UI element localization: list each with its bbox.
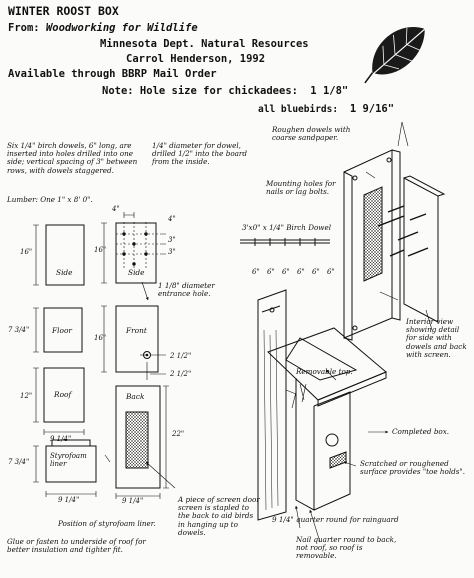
leaf-icon [350,15,437,91]
dowel-holes [122,232,147,265]
front-panel [116,306,158,372]
dim-back-height: 22" [172,430,185,438]
label-back: Back [126,392,145,401]
dim-two-half-b: 2 1/2" [170,370,192,378]
dim-three-a: 3" [168,236,176,244]
note-glue: Glue or fasten to underside of roof for better insulation and tighter fit. [7,537,146,555]
note-rainguard: 9 1/4" quarter round for rainguard [272,515,399,524]
note-bluebirds-label: all bluebirds: [258,104,339,115]
note-roughen: Roughen dowels with coarse sandpaper. [272,125,351,143]
label-styrofoam-liner: Styrofoam liner [50,452,87,469]
interior-view [344,122,444,340]
dowel-cut-1: 6" [252,268,260,276]
dowel-cut-2: 6" [267,268,275,276]
note-interior: Interior view showing detail for side with dowels and back with screen. [406,317,467,359]
dim-three-b: 3" [168,248,176,256]
dowel-stick [240,238,330,246]
note-screen: A piece of screen door screen is stapled to the back to aid birds in hanging up to dowels. [178,495,260,537]
dowel-cut-5: 6" [312,268,320,276]
dim-side1-height: 16" [20,248,33,256]
note-lumber: Lumber: One 1" x 8' 0". [7,195,93,204]
author-line: Carrol Henderson, 1992 [126,53,266,65]
dim-four-right: 4" [168,215,176,223]
note-mounting: Mounting holes for nails or lag bolts. [266,179,336,197]
from-label: From: [8,22,40,34]
dowel-cut-4: 6" [297,268,305,276]
label-floor: Floor [52,326,72,335]
dim-width-roof: 9 1/4" [50,435,72,443]
note-nail: Nail quarter round to back, not roof, so roof is removable. [296,535,397,561]
note-completed: Completed box. [392,427,450,436]
note-scratched: Scratched or roughened surface provides "toe holds". [360,459,466,477]
label-side-2: Side [128,268,145,277]
label-side-1: Side [56,268,73,277]
note-quarter-diameter: 1/4" diameter for dowel, drilled 1/2" into the board from the inside. [152,141,247,167]
dowel-cut-3: 6" [282,268,290,276]
dim-front-height: 16" [94,334,107,342]
dim-side2-height: 16" [94,246,107,254]
note-birch-dowel: 3'x0" x 1/4" Birch Dowel [242,223,332,232]
page-title: WINTER ROOST BOX [8,4,119,18]
dim-width-back: 9 1/4" [122,497,144,505]
from-source: Woodworking for Wildlife [45,22,198,34]
note-styrofoam-position: Position of styrofoam liner. [58,519,156,528]
org-line: Minnesota Dept. Natural Resources [100,38,309,50]
dim-floor-height: 7 3/4" [8,326,30,334]
note-bluebirds-value: 1 9/16" [349,103,395,115]
note-chickadees-value: 1 1/8" [310,85,349,97]
dim-two-half-a: 2 1/2" [170,352,192,360]
label-roof: Roof [54,390,72,399]
dim-four-top: 4" [112,205,120,213]
note-dowels: Six 1/4" birch dowels, 6" long, are inserted into holes drilled into one side; vertical spacing of 3" between rows, with dowels staggered. [7,141,138,175]
dim-styrofoam-height: 7 3/4" [8,458,30,466]
back-screen [126,412,148,468]
dim-width-styrofoam: 9 1/4" [58,496,80,504]
note-chickadees-label: Note: Hole size for chickadees: [102,85,298,97]
label-front: Front [126,326,147,335]
note-removable: Removable top. [296,367,353,376]
available-line: Available through BBRP Mail Order [8,68,217,80]
completed-box [258,290,386,520]
dim-roof-height: 12" [20,392,33,400]
note-entrance: 1 1/8" diameter entrance hole. [158,281,215,299]
dowel-cut-6: 6" [327,268,335,276]
